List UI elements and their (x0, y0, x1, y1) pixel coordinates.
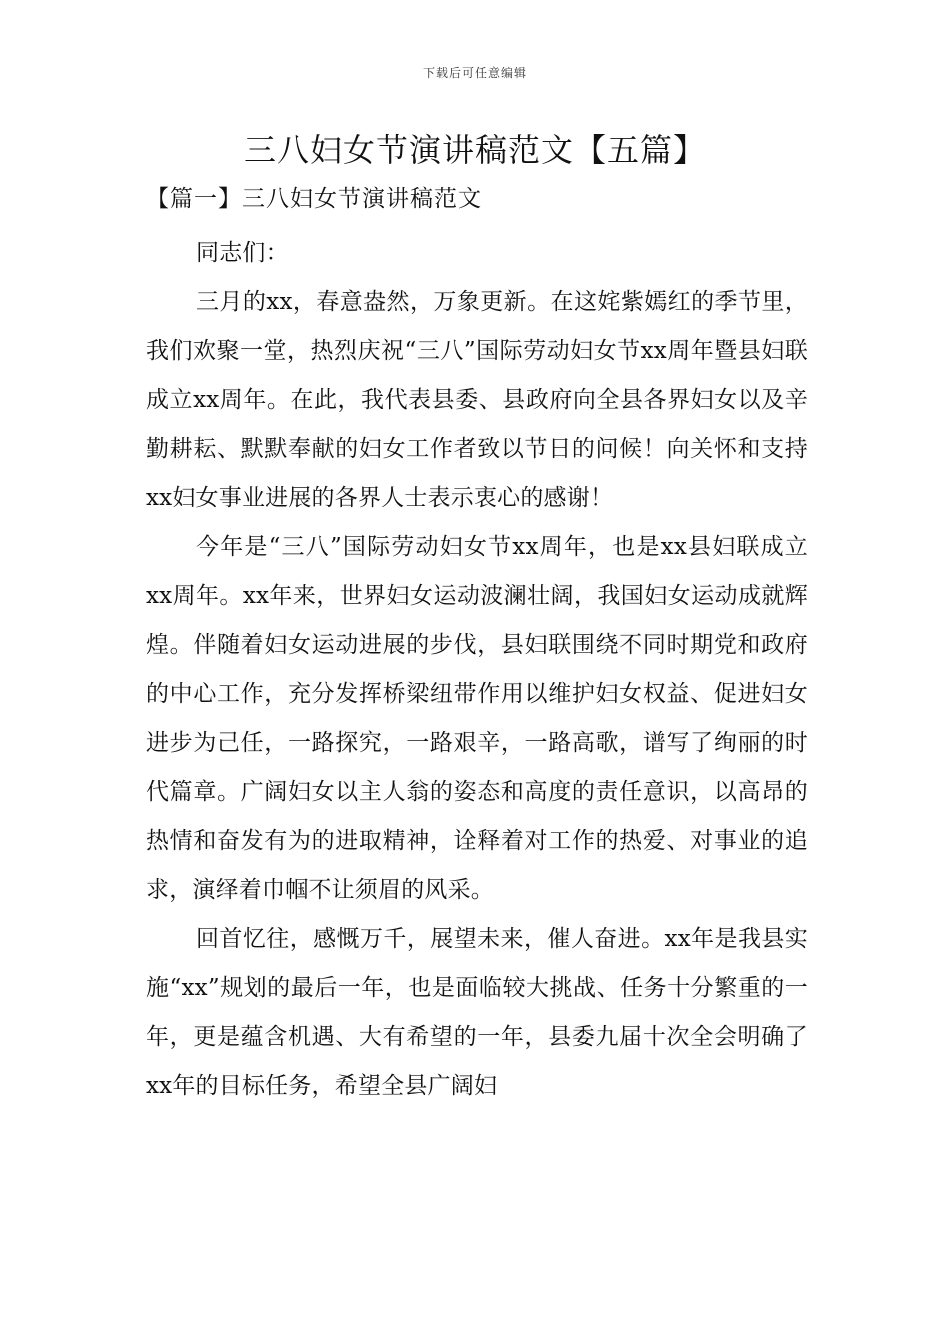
salutation-paragraph: 同志们： (196, 240, 289, 266)
body-paragraph: 三月的xx，春意盎然，万象更新。在这姹紫嫣红的季节里，我们欢聚一堂，热烈庆祝“三八”国际劳动妇女节xx周年暨县妇联成立xx周年。在此，我代表县委、县政府向全县各界妇女以及辛勤耕耘、默默奉献的妇女工作者致以节日的问候！向关怀和支持xx妇女事业进展的各界人士表示衷心的感谢！ (146, 289, 808, 511)
document-title: 三八妇女节演讲稿范文【五篇】 (243, 131, 706, 169)
body-paragraph: 今年是“三八”国际劳动妇女节xx周年，也是xx县妇联成立xx周年。xx年来，世界妇女运动波澜壮阔，我国妇女运动成就辉煌。伴随着妇女运动进展的步伐，县妇联围绕不同时期党和政府的中心工作，充分发挥桥梁纽带作用以维护妇女权益、促进妇女进步为己任，一路探究，一路艰辛，一路高歌，谱写了绚丽的时代篇章。广阔妇女以主人翁的姿态和高度的责任意识，以高昂的热情和奋发有为的进取精神，诠释着对工作的热爱、对事业的追求，演绎着巾帼不让须眉的风采。 (146, 534, 808, 903)
body-paragraph: 回首忆往，感慨万千，展望未来，催人奋进。xx年是我县实施“xx”规划的最后一年，也是面临较大挑战、任务十分繁重的一年，更是蕴含机遇、大有希望的一年，县委九届十次全会明确了xx年的目标任务，希望全县广阔妇 (146, 926, 808, 1099)
header-note: 下载后可任意编辑 (422, 66, 527, 80)
document-body (146, 229, 808, 1111)
section-heading: 【篇一】三八妇女节演讲稿范文 (146, 186, 482, 212)
